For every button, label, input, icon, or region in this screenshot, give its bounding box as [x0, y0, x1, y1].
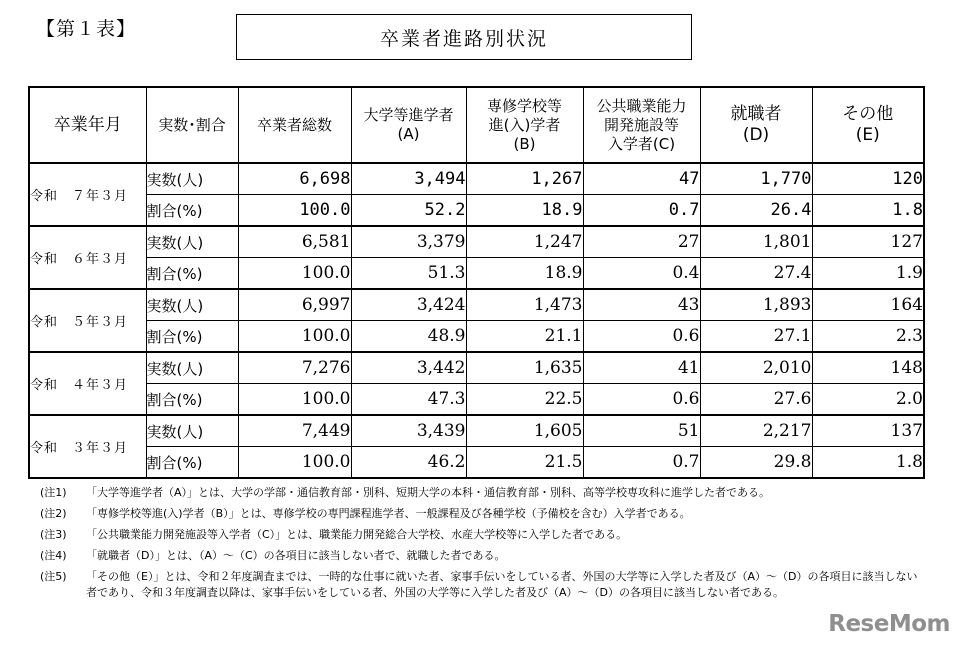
- note-text: 「その他（E）」とは、令和２年度調査までは、一時的な仕事に就いた者、家事手伝いをしている者、外国の大学等に入学した者及び（A）～（D）の各項目に該当しない者であり、令和３年度調査以降は、家事手伝いをしている者、外国の大学等に入学した者及び（A）～（D）の各項目に該当しない者である。: [86, 570, 918, 599]
- count-value: 120: [812, 163, 924, 195]
- ratio-label: 割合(%): [146, 258, 238, 290]
- year-cell: 令和 ３年３月: [29, 415, 146, 478]
- year-cell: 令和 ６年３月: [29, 226, 146, 289]
- ratio-value: 1.8: [812, 447, 924, 479]
- note-label: (注4): [40, 549, 67, 562]
- ratio-value: 26.4: [700, 195, 812, 227]
- table-row: [29, 352, 924, 384]
- ratio-value: 18.9: [466, 195, 583, 227]
- ratio-label: 割合(%): [146, 384, 238, 416]
- ratio-value: 100.0: [238, 384, 351, 416]
- ratio-value: 2.3: [812, 321, 924, 353]
- header-total: 卒業者総数: [238, 87, 351, 163]
- count-value: 3,379: [351, 226, 466, 258]
- ratio-value: 0.4: [583, 258, 700, 290]
- ratio-value: 52.2: [351, 195, 466, 227]
- ratio-value: 100.0: [238, 195, 351, 227]
- ratio-value: 27.4: [700, 258, 812, 290]
- ratio-value: 46.2: [351, 447, 466, 479]
- table-row: [29, 384, 924, 416]
- ratio-value: 100.0: [238, 258, 351, 290]
- count-value: 1,801: [700, 226, 812, 258]
- table-label: 【第１表】: [36, 18, 137, 40]
- count-value: 7,449: [238, 415, 351, 447]
- count-value: 3,424: [351, 289, 466, 321]
- note-item: [40, 569, 920, 601]
- table-row: [29, 321, 924, 353]
- ratio-value: 0.6: [583, 321, 700, 353]
- header-c: 公共職業能力 開発施設等 入学者(C): [583, 87, 700, 163]
- count-value: 1,770: [700, 163, 812, 195]
- header-d: 就職者 (D): [700, 87, 812, 163]
- count-value: 1,267: [466, 163, 583, 195]
- ratio-label: 割合(%): [146, 321, 238, 353]
- table-row: [29, 415, 924, 447]
- ratio-label: 割合(%): [146, 195, 238, 227]
- table-row: [29, 447, 924, 479]
- ratio-value: 0.7: [583, 195, 700, 227]
- note-item: [40, 548, 920, 564]
- ratio-value: 1.9: [812, 258, 924, 290]
- count-value: 1,635: [466, 352, 583, 384]
- ratio-value: 21.5: [466, 447, 583, 479]
- ratio-value: 29.8: [700, 447, 812, 479]
- count-value: 27: [583, 226, 700, 258]
- table-row: [29, 258, 924, 290]
- note-label: (注5): [40, 570, 67, 583]
- count-value: 43: [583, 289, 700, 321]
- count-value: 2,217: [700, 415, 812, 447]
- ratio-value: 100.0: [238, 447, 351, 479]
- year-cell: 令和 ５年３月: [29, 289, 146, 352]
- note-item: [40, 506, 920, 522]
- count-value: 1,247: [466, 226, 583, 258]
- header-b: 専修学校等 進(入)学者 (B): [466, 87, 583, 163]
- ratio-value: 27.1: [700, 321, 812, 353]
- count-value: 6,997: [238, 289, 351, 321]
- count-value: 1,473: [466, 289, 583, 321]
- ratio-value: 0.6: [583, 384, 700, 416]
- count-value: 3,439: [351, 415, 466, 447]
- ratio-value: 51.3: [351, 258, 466, 290]
- count-value: 137: [812, 415, 924, 447]
- count-value: 6,581: [238, 226, 351, 258]
- resemom-logo: ReseMom: [828, 611, 950, 637]
- ratio-value: 47.3: [351, 384, 466, 416]
- note-item: [40, 527, 920, 543]
- notes: [40, 485, 920, 606]
- count-value: 41: [583, 352, 700, 384]
- header-year: 卒業年月: [29, 87, 146, 163]
- count-label: 実数(人): [146, 352, 238, 384]
- table-row: [29, 289, 924, 321]
- count-value: 6,698: [238, 163, 351, 195]
- count-value: 148: [812, 352, 924, 384]
- ratio-value: 2.0: [812, 384, 924, 416]
- table-title: 卒業者進路別状況: [236, 14, 692, 60]
- ratio-value: 1.8: [812, 195, 924, 227]
- note-item: [40, 485, 920, 501]
- count-value: 47: [583, 163, 700, 195]
- header-e: その他 (E): [812, 87, 924, 163]
- count-label: 実数(人): [146, 163, 238, 195]
- count-label: 実数(人): [146, 289, 238, 321]
- ratio-value: 0.7: [583, 447, 700, 479]
- note-label: (注3): [40, 528, 67, 541]
- count-value: 51: [583, 415, 700, 447]
- count-value: 2,010: [700, 352, 812, 384]
- header-row: [29, 87, 924, 163]
- count-label: 実数(人): [146, 226, 238, 258]
- header-a: 大学等進学者 (A): [351, 87, 466, 163]
- table-row: [29, 226, 924, 258]
- count-value: 1,893: [700, 289, 812, 321]
- table-row: [29, 195, 924, 227]
- note-text: 「大学等進学者（A）」とは、大学の学部・通信教育部・別科、短期大学の本科・通信教育部・別科、高等学校専攻科に進学した者である。: [86, 486, 771, 499]
- note-text: 「就職者（D）」とは、（A）～（C）の各項目に該当しない者で、就職した者である。: [86, 549, 506, 562]
- ratio-value: 21.1: [466, 321, 583, 353]
- ratio-value: 22.5: [466, 384, 583, 416]
- count-value: 3,494: [351, 163, 466, 195]
- ratio-value: 27.6: [700, 384, 812, 416]
- count-value: 127: [812, 226, 924, 258]
- note-text: 「専修学校等進(入)学者（B）」とは、専修学校の専門課程進学者、一般課程及び各種学校（予備校を含む）入学者である。: [86, 507, 691, 520]
- count-label: 実数(人): [146, 415, 238, 447]
- count-value: 3,442: [351, 352, 466, 384]
- ratio-value: 18.9: [466, 258, 583, 290]
- header-kind: 実数･割合: [146, 87, 238, 163]
- note-label: (注2): [40, 507, 67, 520]
- note-text: 「公共職業能力開発施設等入学者（C）」とは、職業能力開発総合大学校、水産大学校等に入学した者である。: [86, 528, 628, 541]
- year-cell: 令和 ４年３月: [29, 352, 146, 415]
- count-value: 1,605: [466, 415, 583, 447]
- graduate-status-table: [28, 86, 925, 479]
- ratio-value: 100.0: [238, 321, 351, 353]
- table-row: [29, 163, 924, 195]
- year-cell: 令和 ７年３月: [29, 163, 146, 226]
- note-label: (注1): [40, 486, 67, 499]
- count-value: 7,276: [238, 352, 351, 384]
- count-value: 164: [812, 289, 924, 321]
- ratio-value: 48.9: [351, 321, 466, 353]
- ratio-label: 割合(%): [146, 447, 238, 479]
